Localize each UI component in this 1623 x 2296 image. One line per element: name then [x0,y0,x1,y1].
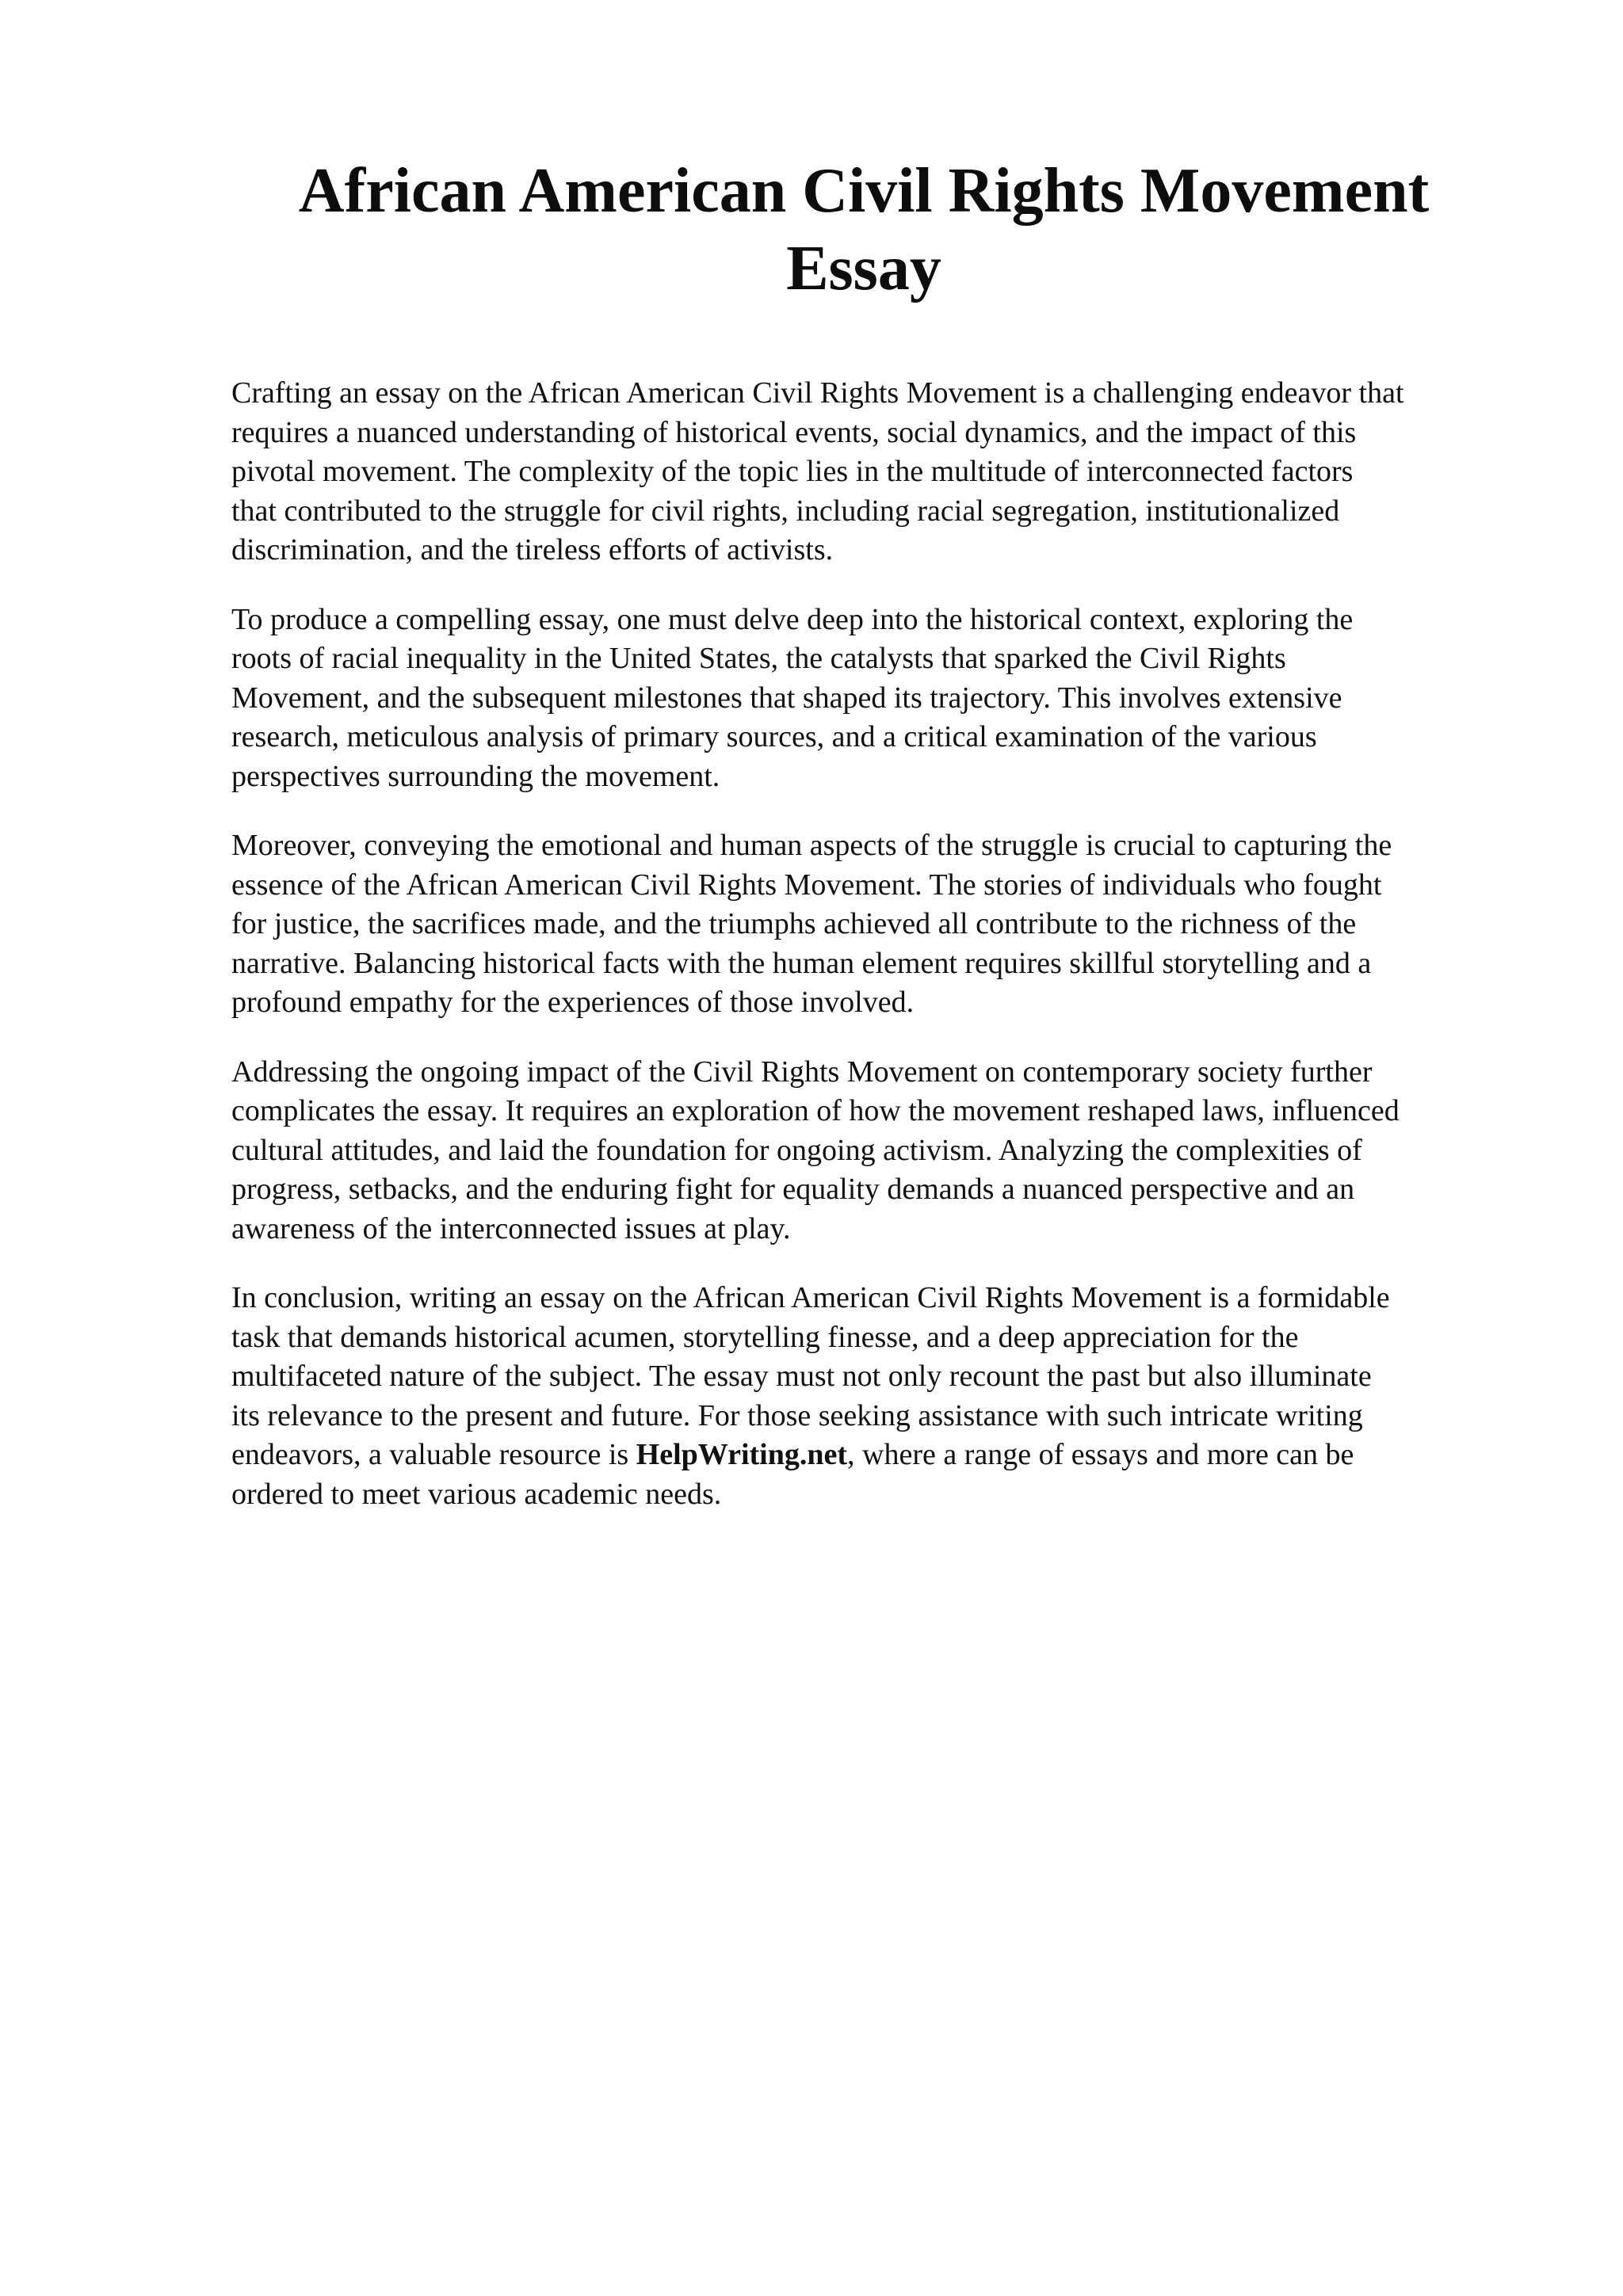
text-segment: endeavors, a valuable resource is [231,1438,636,1471]
paragraph-intro [231,374,1531,570]
text-line: pivotal movement. The complexity of the topic lies in the multitude of interconnected factors [231,455,1354,488]
paragraph-human-aspects [231,826,1531,1023]
text-line: cultural attitudes, and laid the foundation for ongoing activism. Analyzing the complexities of [231,1133,1362,1167]
paragraph-conclusion [231,1279,1531,1514]
text-line: requires a nuanced understanding of historical events, social dynamics, and the impact of this [231,415,1357,449]
text-line: its relevance to the present and future. For those seeking assistance with such intricate writing [231,1398,1363,1432]
text-line: multifaceted nature of the subject. The essay must not only recount the past but also illuminate [231,1360,1372,1393]
essay-body [231,374,1531,1544]
text-line: narrative. Balancing historical facts with the human element requires skillful storytelling and a [231,946,1372,980]
text-segment: , where a range of essays and more can be [847,1438,1354,1471]
text-line: Movement, and the subsequent milestones that shaped its trajectory. This involves extensive [231,681,1342,715]
text-line-with-link [231,1436,1531,1475]
text-line: for justice, the sacrifices made, and the triumphs achieved all contribute to the richness of the [231,907,1357,940]
helpwriting-link[interactable]: HelpWriting.net [636,1438,848,1471]
text-line: progress, setbacks, and the enduring fight for equality demands a nuanced perspective and an [231,1173,1355,1206]
text-line: profound empathy for the experiences of those involved. [231,986,915,1019]
text-line: Crafting an essay on the African American Civil Rights Movement is a challenging endeavor that [231,376,1404,410]
text-line: roots of racial inequality in the United States, the catalysts that sparked the Civil Rights [231,642,1286,675]
title-line: African American Civil Rights Movement [298,156,1430,226]
text-line: task that demands historical acumen, storytelling finesse, and a deep appreciation for the [231,1320,1299,1354]
text-line: Moreover, conveying the emotional and human aspects of the struggle is crucial to capturing the [231,829,1392,862]
text-line: essence of the African American Civil Rights Movement. The stories of individuals who fought [231,868,1382,902]
text-line: complicates the essay. It requires an exploration of how the movement reshaped laws, influenced [231,1094,1400,1127]
paragraph-ongoing-impact [231,1053,1531,1249]
title-line: Essay [786,234,941,303]
text-line: that contributed to the struggle for civil rights, including racial segregation, institutionalized [231,494,1340,528]
document-title [230,152,1498,307]
paragraph-context [231,601,1531,797]
text-line: In conclusion, writing an essay on the African American Civil Rights Movement is a formidable [231,1281,1390,1314]
text-line: research, meticulous analysis of primary sources, and a critical examination of the various [231,720,1317,753]
text-line: To produce a compelling essay, one must delve deep into the historical context, exploring the [231,602,1354,636]
text-line: discrimination, and the tireless efforts of activists. [231,533,834,566]
text-line: awareness of the interconnected issues at play. [231,1211,791,1245]
text-line: perspectives surrounding the movement. [231,759,720,793]
text-line: Addressing the ongoing impact of the Civil Rights Movement on contemporary society further [231,1055,1373,1089]
text-line: ordered to meet various academic needs. [231,1477,722,1511]
